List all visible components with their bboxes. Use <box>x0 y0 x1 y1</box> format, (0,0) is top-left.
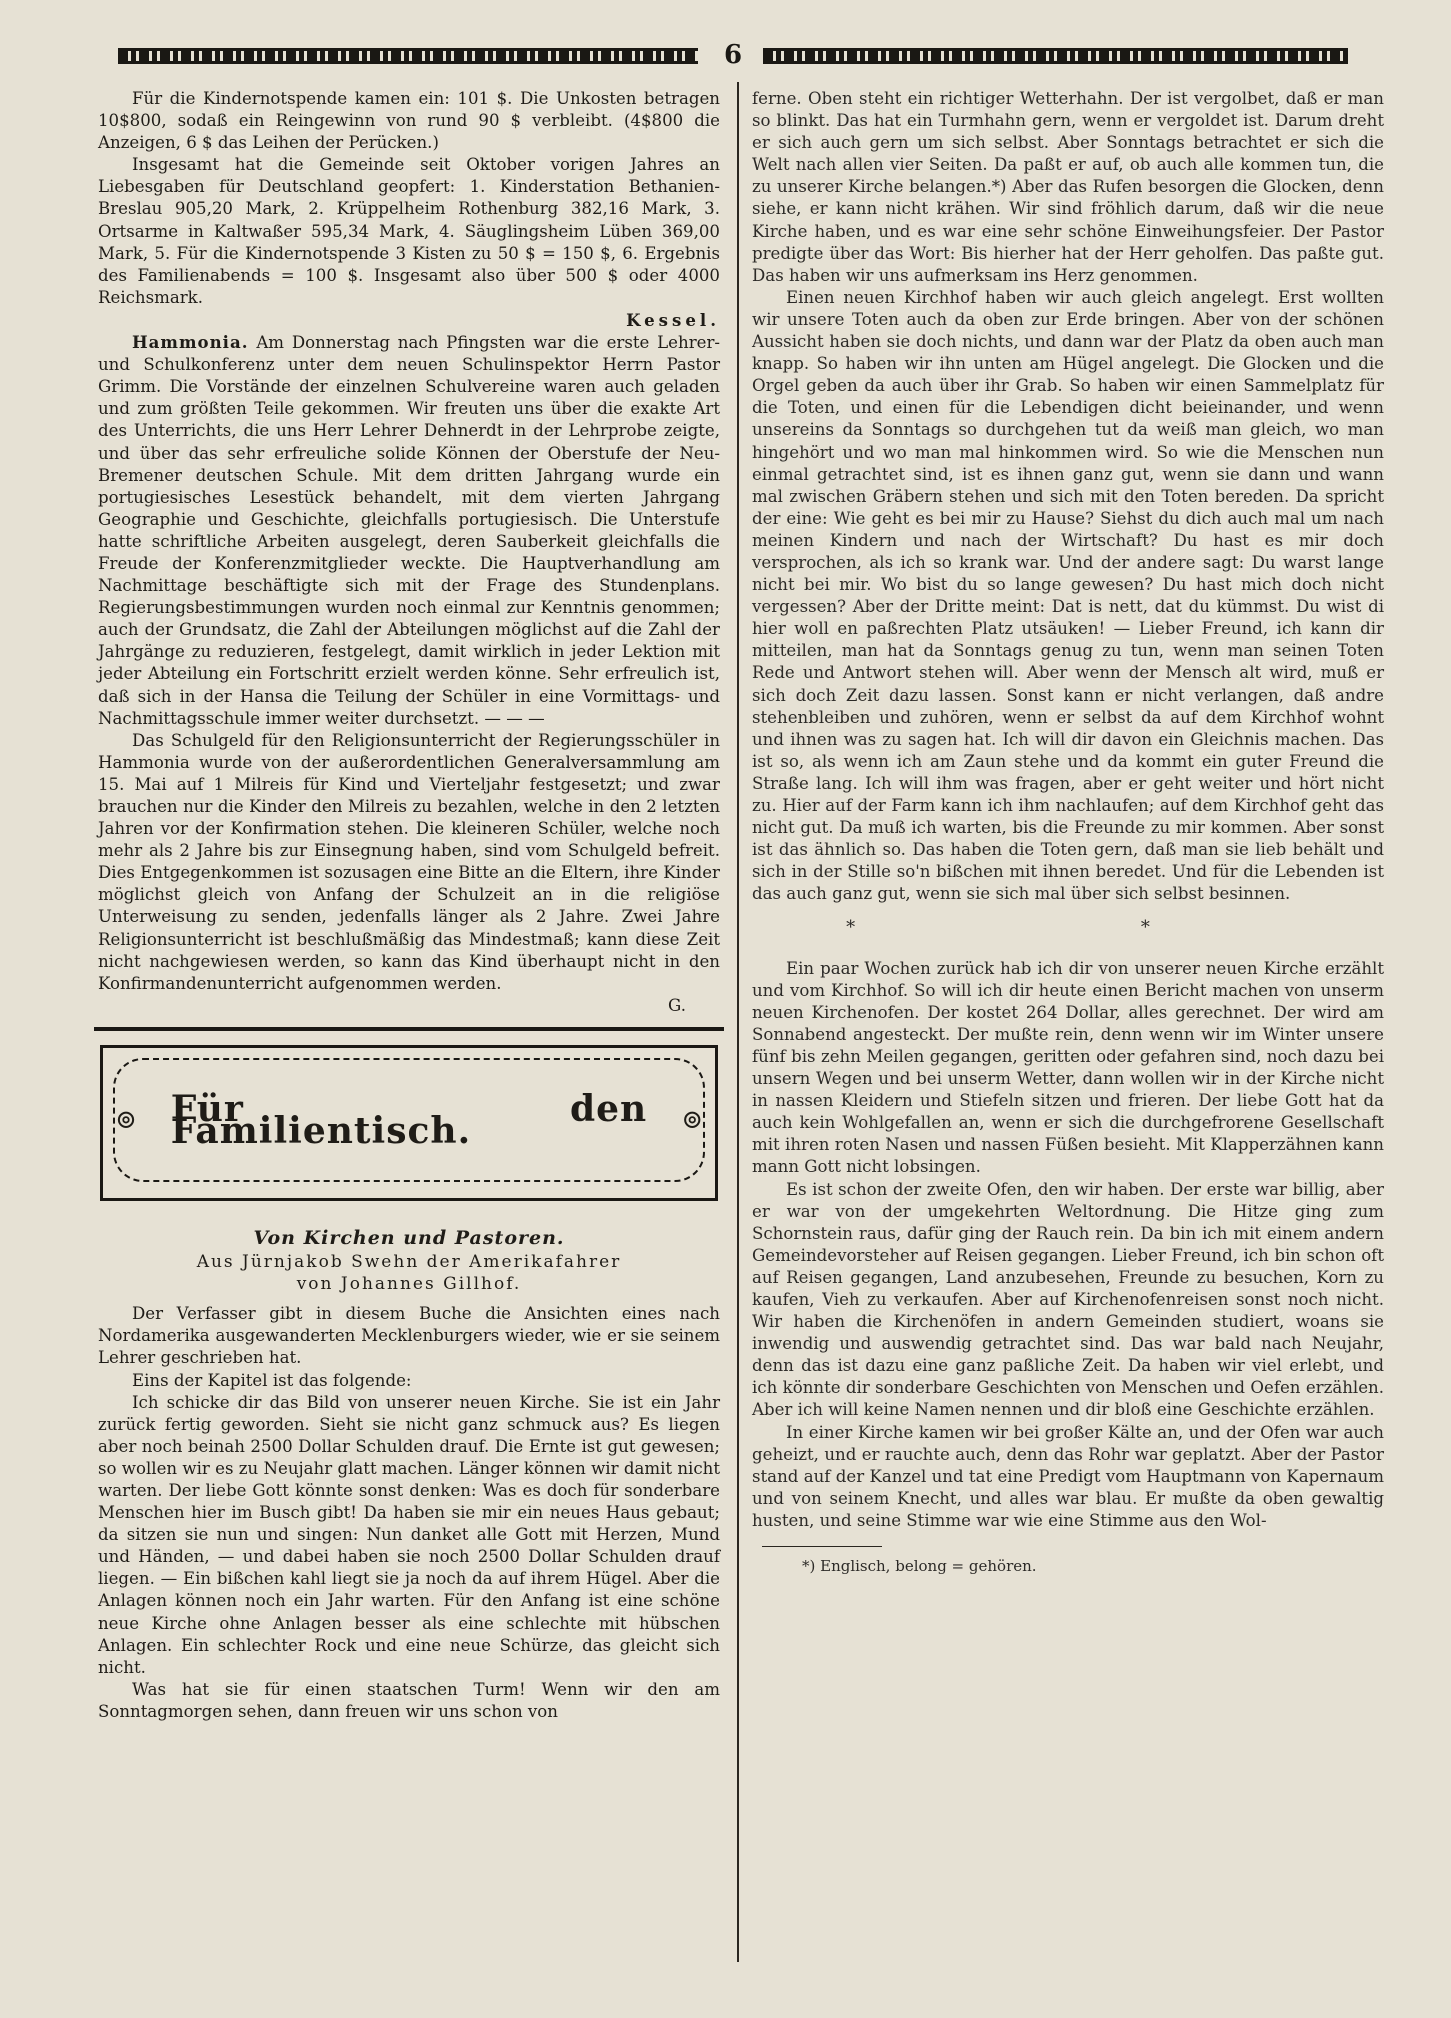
paragraph: Insgesamt hat die Gemeinde seit Oktober vorigen Jahres an Liebesgaben für Deutschland geopfert: 1. Kinderstation Bethanien-Breslau 905,20 Mark, 2. Krüppelheim Rothenburg 382,16 Mark, 3. Ortsarme in Kaltwaßer 595,34 Mark, 4. Säuglingsheim Lüben 369,00 Mark, 5. Für die Kindernotspende 3 Kisten zu 50 $ = 150 $, 6. Ergebnis des Familienabends = 100 $. Insgesamt also über 500 $ oder 4000 Reichsmark. <box>98 155 720 307</box>
footnote-rule <box>762 1546 882 1547</box>
section-box-heading <box>100 1045 718 1201</box>
paragraph: Eins der Kapitel ist das folgende: <box>132 1370 412 1390</box>
paragraph: Einen neuen Kirchhof haben wir auch gleich angelegt. Erst wollten wir unsere Toten auch da oben zur Erde bringen. Aber von der schönen Aussicht haben sie doch nichts, und dann war der Platz da oben auch man knapp. So haben wir ihn unten am Hügel angelegt. Die Glocken und die Orgel geben da auch über ihr Grab. So haben wir einen Sammelplatz für die Toten, und einen für die Lebendigen dicht beieinander, und wenn unsereins da Sonntags so durchgehen tut da weiß man gleich, wo man hingehört und wo man mal hinkommen wird. So wie die Menschen nun einmal getrachtet sind, ist es ihnen ganz gut, wenn sie dann und wann mal zwischen Gräbern stehen und sich mit den Toten bereden. Da spricht der eine: Wie geht es bei mir zu Hause? Siehst du dich auch mal um nach meinen Kindern und nach der Wirtschaft? Du hast es mir doch versprochen, als ich so krank war. Und der andere sagt: Du warst lange nicht bei mir. Wo bist du so lange gewesen? Du hast mich doch nicht vergessen? Aber der Dritte meint: Dat is nett, dat du kümmst. Du wist di hier woll en paßrechten Platz utsäuken! — Lieber Freund, ich kann dir mitteilen, man hat da Sonntags genug zu tun, wenn man seinen Toten Rede und Antwort stehen will. Aber wenn der Mensch alt wird, muß er sich doch Zeit dazu lassen. Sonst kann er nicht verlangen, daß andre stehenbleiben und zuhören, wenn er selbst da auf dem Kirchhof wohnt und ihnen was zu sagen hat. Ich will dir davon ein Gleichnis machen. Das ist so, als wenn ich am Zaun stehe und da kommt ein guter Freund die Straße lang. Ich will ihm was fragen, aber er geht weiter und hört nicht zu. Hier auf der Farm kann ich ihm nachlaufen; auf dem Kirchhof geht das nicht gut. Da muß ich warten, bis die Freunde zu mir kommen. Aber sonst ist das ähnlich so. Das haben die Toten gern, daß man sie lieb behält und sich in der Stille so'n bißchen mit ihnen beredet. Und für die Lebenden ist das auch ganz gut, wenn sie sich mal über sich selbst besinnen. <box>752 287 1384 904</box>
paragraph: Ich schicke dir das Bild von unserer neuen Kirche. Sie ist ein Jahr zurück fertig geworden. Sieht sie nicht ganz schmuck aus? Es liegen aber noch beinah 2500 Dollar Schulden drauf. Die Ernte ist gut gewesen; so wollen wir es zu Neujahr glatt machen. Länger können wir damit nicht warten. Der liebe Gott könnte sonst denken: Was es doch für sonderbare Menschen hier im Busch gibt! Da haben sie mir ein neues Haus gebaut; da sitzen sie nun und singen: Nun danket alle Gott mit Herzen, Mund und Händen, — und dabei haben sie noch 2500 Dollar Schulden drauf liegen. — Ein bißchen kahl liegt sie ja noch da auf ihrem Hügel. Aber die Anlagen können noch ein Jahr warten. Für den Anfang ist eine schöne neue Kirche ohne Anlagen besser als eine schlechte mit hübschen Anlagen. Ein schlechter Rock und eine neue Schürze, das gleicht sich nicht. <box>98 1392 720 1677</box>
paragraph: Der Verfasser gibt in diesem Buche die Ansichten eines nach Nordamerika ausgewanderten Mecklenburgers wieder, wie er sie seinem Lehrer geschrieben hat. <box>98 1304 720 1368</box>
left-column <box>98 88 720 1723</box>
section-separator-stars: * * <box>846 917 1290 939</box>
page-header <box>118 40 1348 70</box>
paragraph: Es ist schon der zweite Ofen, den wir haben. Der erste war billig, aber er war von der umgekehrten Weltordnung. Die Hitze ging zum Schornstein raus, dafür ging der Rauch rein. Da bin ich mit einem andern Gemeindevorsteher auf Reisen gegangen. Lieber Freund, ich bin schon oft auf Reisen gegangen, Land anzubesehen, Freunde zu besuchen, Korn zu kaufen, Vieh zu verkaufen. Aber auf Kirchenofenreisen sonst noch nicht. Wir haben die Kirchenöfen in andern Gemeinden studiert, woans sie inwendig und auswendig getrachtet sind. Das war bald nach Neujahr, denn das ist dazu eine ganz paßliche Zeit. Da haben wir viel erlebt, und ich könnte dir sonderbare Geschichten von Menschen und Oefen erzählen. Aber ich will keine Namen nennen und dir bloß eine Geschichte erzählen. <box>752 1179 1384 1420</box>
article-subtitle: Aus Jürnjakob Swehn der Amerikafahrer <box>196 1252 622 1273</box>
rosette-ornament-icon: ⊚ <box>115 1104 137 1135</box>
paragraph-hammonia <box>98 331 720 730</box>
header-ornament-right <box>763 48 1348 64</box>
rosette-ornament-icon: ⊚ <box>681 1104 703 1135</box>
article-author: von Johannes Gillhof. <box>296 1274 522 1295</box>
place-heading: Hammonia. <box>132 332 249 353</box>
paragraph: Ein paar Wochen zurück hab ich dir von unserer neuen Kirche erzählt und vom Kirchhof. So will ich dir heute einen Bericht machen von unserm neuen Kirchenofen. Der kostet 264 Dollar, alles gerechnet. Der wird am Sonnabend angesteckt. Der mußte rein, denn wenn wir im Winter unsere fünf bis zehn Meilen gegangen, geritten oder gefahren sind, noch dazu bei unsern Wegen und bei unserm Wetter, dann wollen wir in der Kirche nicht in nassen Kleidern und Stiefeln sitzen und frieren. Der liebe Gott hat da auch kein Wohlgefallen an, wenn er sich die durchgefrorene Gesellschaft mit ihren roten Nasen und nassen Füßen besieht. Mit Klapperzähnen kann mann Gott nicht lobsingen. <box>752 958 1384 1177</box>
article-title: Von Kirchen und Pastoren. <box>253 1226 565 1249</box>
section-title: Für den Familientisch. <box>170 1087 648 1152</box>
paragraph-text: Am Donnerstag nach Pfingsten war die erste Lehrer- und Schulkonferenz unter dem neuen Schulinspektor Herrn Pastor Grimm. Die Vorstände der einzelnen Schulvereine waren auch geladen und zum größten Teile gekommen. Wir freuten uns über die exakte Art des Unterrichts, die uns Herr Lehrer Dehnerdt in der Lehrprobe zeigte, und über das sehr erfreuliche solide Können der Oberstufe der Neu-Bremener deutschen Schule. Mit dem dritten Jahrgang wurde ein portugiesisches Lesestück behandelt, mit dem vierten Jahrgang Geographie und Geschichte, gleichfalls portugiesisch. Die Unterstufe hatte schriftliche Arbeiten ausgelegt, deren Sauberkeit gleichfalls die Freude der Konferenzmitglieder weckte. Die Hauptverhandlung am Nachmittage beschäftigte sich mit der Frage des Stundenplans. Regierungsbestimmungen wurden noch einmal zur Kenntnis genommen; auch der Grundsatz, die Zahl der Abteilungen möglichst auf die Zahl der Jahrgänge zu reduzieren, festgelegt, damit wirklich in jeder Lektion mit jeder Abteilung ein Fortschritt erzielt werden könne. Sehr erfreulich ist, daß sich in der Hansa die Teilung der Schüler in eine Vormittags- und Nachmittagsschule immer weiter durchsetzt. — — — <box>98 333 720 728</box>
section-rule <box>94 1027 724 1031</box>
right-column <box>752 88 1384 1577</box>
footnote: *) Englisch, belong = gehören. <box>802 1557 1037 1575</box>
page-number: 6 <box>723 40 743 70</box>
paragraph: Für die Kindernotspende kamen ein: 101 $. Die Unkosten betragen 10$800, sodaß ein Reingewinn von rund 90 $ verbleibt. (4$800 die Anzeigen, 6 $ das Leihen der Perücken.) <box>98 89 720 153</box>
header-ornament-left <box>118 48 698 64</box>
paragraph: Das Schulgeld für den Religionsunterricht der Regierungsschüler in Hammonia wurde von der außerordentlichen Generalversammlung am 15. Mai auf 1 Milreis für Kind und Vierteljahr festgesetzt; und zwar brauchen nur die Kinder den Milreis zu bezahlen, welche in den 2 letzten Jahren vor der Konfirmation stehen. Die kleineren Schüler, welche noch mehr als 2 Jahre bis zur Einsegnung haben, sind vom Schulgeld befreit. Dies Entgegenkommen ist sozusagen eine Bitte an die Eltern, ihre Kinder möglichst gleich von Anfang der Schulzeit an in die religiöse Unterweisung zu senden, jedenfalls länger als 2 Jahre. Zwei Jahre Religionsunterricht ist beschlußmäßig das Mindestmaß; kann diese Zeit nicht nachgewiesen werden, so kann das Kind überhaupt nicht in den Konfirmandenunterricht aufgenommen werden. <box>98 730 720 993</box>
column-divider <box>737 82 739 1962</box>
signature: G. <box>668 995 686 1015</box>
signature: Kessel. <box>626 309 720 330</box>
paragraph: Was hat sie für einen staatschen Turm! Wenn wir den am Sonntagmorgen sehen, dann freuen wir uns schon von <box>98 1679 720 1721</box>
box-frame <box>113 1058 705 1182</box>
paragraph: ferne. Oben steht ein richtiger Wetterhahn. Der ist vergolbet, daß er man so blinkt. Das hat ein Turmhahn gern, wenn er vergoldet ist. Darum dreht er sich auch gern um sich selbst. Aber Sonntags betrachtet er sich die Welt nach allen vier Seiten. Da paßt er auf, ob auch alle kommen tun, die zu unserer Kirche belangen.*) Aber das Rufen besorgen die Glocken, denn siehe, er kann nicht krähen. Wir sind fröhlich darum, daß wir die neue Kirche haben, und es war eine sehr schöne Einweihungsfeier. Der Pastor predigte über das Wort: Bis hierher hat der Herr geholfen. Das paßte gut. Das haben wir uns aufmerksam ins Herz genommen. <box>752 89 1384 285</box>
paragraph: In einer Kirche kamen wir bei großer Kälte an, und der Ofen war auch geheizt, und er rauchte auch, denn das Rohr war geplatzt. Aber der Pastor stand auf der Kanzel und tat eine Predigt vom Hauptmann von Kapernaum und von seinem Knecht, und alles war blau. Er mußte da oben gewaltig husten, und seine Stimme war wie eine Stimme aus den Wol- <box>752 1422 1384 1530</box>
